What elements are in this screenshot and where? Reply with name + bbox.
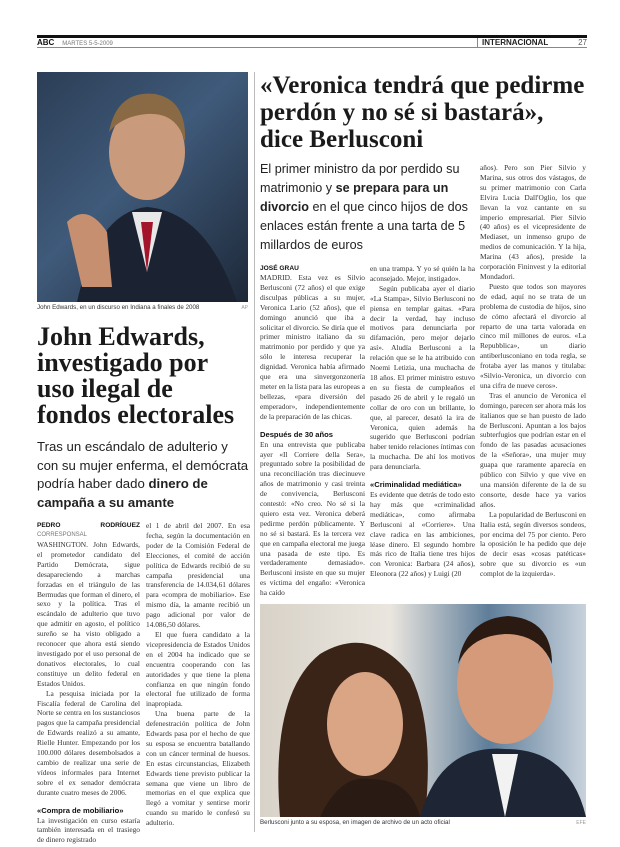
- column-divider: [254, 72, 255, 832]
- subhead-text: en el que cinco hijos de dos enlaces están frente a una tarta de 5 millardos de euros: [260, 200, 468, 252]
- page-number: 27: [578, 38, 587, 47]
- edwards-column-1: [37, 521, 140, 845]
- berlusconi-couple-image: [260, 604, 586, 817]
- edwards-photo-caption: [37, 304, 248, 312]
- edwards-article: [37, 72, 250, 845]
- paragraph: La investigación en curso estaría también interesada en el trasiego de dinero registrado: [37, 815, 140, 845]
- photo-credit: EFE: [576, 820, 586, 827]
- paragraph: El que fuera candidato a la vicepresidencia de Estados Unidos en el 2004 ha indicado que se encuentra cooperando con las autoridades y que tiene la plena confianza en que ningún fondo electoral fue utilizado de forma inapropiada.: [146, 629, 250, 709]
- berlusconi-column-2: [370, 264, 475, 579]
- paragraph: MADRID. Esta vez es Silvio Berlusconi (72 años) el que exige disculpas públicas a su mujer, Veronica Lario (52 años), que el domingo anunció que iba a solicitar el divorcio. Se diría que el primer ministro italiano da su matrimonio por perdido y que ya sólo le interesa recuperar la dignidad. Veronica había afirmado que era una sinvergonzonería meter en la lista para las europeas a bellezas, «para diversión del emperador», independientemente de la preparación de las chicas.: [260, 273, 365, 421]
- edwards-subhead: [37, 438, 250, 512]
- section-label: INTERNACIONAL: [477, 38, 567, 48]
- berlusconi-columns: [260, 264, 475, 598]
- intertitle: Después de 30 años: [260, 429, 334, 439]
- paragraph: Según publicaba ayer el diario «La Stampa», Silvio Berlusconi no piensa en templar gaitas. «Para decir la verdad, hay incluso motivos para denunciarla por difamación, pero mejor dejarlo así». Aludía Berlusconi a la relación que se le ha atribuido con Noemi Letizia, una muchacha de 18 años. El primer ministro estuvo en su fiesta de cumpleaños el pasado 26 de abril y le regaló un collar de oro con un brillante, lo que, al parecer, desató la ira de Veronica, quien además ha sugerido que Berlusconi podrían haber tenido relaciones íntimas con la muchacha. De ahí los motivos para denunciarla.: [370, 283, 475, 472]
- paragraph: Una buena parte de la defenestración política de John Edwards pasa por el hecho de que su esposa se encuentra batallando con un cáncer terminal de huesos. En estas circunstancias, Elizabeth Edwards tiene previsto publicar la semana que viene un libro de memorias en el que explica que llegó a vomitar y sentirse morir cuando su marido le confesó su adulterio.: [146, 709, 250, 828]
- caption-text: Berlusconi junto a su esposa, en imagen de archivo de un acto oficial: [260, 819, 450, 827]
- paragraph: Puesto que todos son mayores de edad, aquí no se trata de un problema de custodia de hijos, sino de cómo afectará el divorcio al reparto de una tarta valorada en cinco mil millones de euros. «La Repubblica», un diario antiberlusconiano en toda regla, se frotaba ayer las manos y titulaba: «Silvio-Veronica, un divorcio con una cifra de nueve ceros».: [480, 281, 586, 390]
- paragraph: en una trampa. Y yo sé quién la ha aconsejado. Mejor, instigado».: [370, 264, 475, 283]
- edwards-portrait-image: [37, 72, 248, 302]
- berlusconi-photo-caption: [260, 819, 586, 827]
- page-header: [37, 38, 587, 48]
- subhead-bold: dinero de campaña a su amante: [37, 476, 208, 510]
- issue-date: MARTES 5-5-2009: [62, 41, 113, 47]
- paragraph: años). Pero son Pier Silvio y Marina, sus otros dos vástagos, de su primer matrimonio con Carla Elvira Lucia Dall'Oglio, los que llevan la voz cantante en su imperio empresarial. Pier Silvio (40 años) es el vicepresidente de Mediaset, un inmenso grupo de medios de comunicación. Y la hija, Marina (43 años), preside la corporación Fininvest y la editorial Mondadori.: [480, 163, 586, 281]
- paragraph: el 1 de abril del 2007. En esa fecha, según la documentación en poder de la Comisión Federal de Elecciones, el comité de acción política de Edwards recibió de su campaña presidencial una transferencia de 14.034,61 dólares para «compra de mobiliario». Ese mismo día, la amante recibió un pago adicional por valor de 14.086,50 dólares.: [146, 521, 250, 630]
- berlusconi-article: [260, 72, 586, 827]
- intertitle: «Criminalidad mediática»: [370, 480, 462, 490]
- edwards-photo: [37, 72, 248, 302]
- subhead-text: Tras un escándalo de adulterio y con su mujer enferma, el demócrata podría haber dado: [37, 439, 249, 491]
- brand-logo: ABC: [37, 38, 55, 47]
- edwards-column-2: [146, 521, 250, 828]
- paragraph: Es evidente que detrás de todo esto hay más que «criminalidad mediática», como afirmaba Berlusconi al «Corriere». Una clave radica en las ambiciones, léase dinero. El segundo hombre más rico de Italia tiene tres hijos con Veronica: Barbara (24 años), Eleonora (22 años) y Luigi (20: [370, 490, 475, 579]
- paragraph: Tras el anuncio de Veronica el domingo, parecen ser ahora más los italianos que se han puesto de lado de Berlusconi. Apuntan a los bajos subterfugios que podrían estar en el fondo de las pasadas acusaciones de la «Señora», una mujer muy guapa que raramente aparecía en público con Silvio y que vive en una mansión diferente de la de su consorte, desde hace ya varios años.: [480, 390, 586, 509]
- paragraph: WASHINGTON. John Edwards, el prometedor candidato del Partido Demócrata, sigue desapareciendo a marchas forzadas en el triángulo de las Bermudas que forman el dinero, el sexo y la política. Tras el escándalo de adulterio que tuvo que admitir en agosto, el político sureño se ha visto obligado a reconocer que ahora está siendo investigado por el uso personal de donativos electorales, lo cual constituye un delito federal en Estados Unidos.: [37, 540, 140, 688]
- intertitle: «Compra de mobiliario»: [37, 805, 124, 815]
- photo-credit: AP: [241, 305, 248, 311]
- paragraph: La popularidad de Berlusconi en Italia está, según diversos sondeos, por encima del 75 por ciento. Pero la oposición le ha pedido que deje de decir esas «cosas patéticas» sobre que su divorcio es «un complot de la izquierda».: [480, 509, 586, 579]
- paragraph: En una entrevista que publicaba ayer «Il Corriere della Sera», preguntado sobre la posibilidad de una reconciliación tras diecinueve años de matrimonio y casi treinta de convivencia, Berlusconi contestó: «No creo. No sé si la quiero esta vez. Veronica deberá pedirme perdón públicamente. Y no sé si bastará. Es la tercera vez que en campaña electoral me juega una pasada de este tipo. Es verdaderamente demasiado». Berlusconi insiste en que su mujer es víctima del engaño: «Veronica ha caído: [260, 439, 365, 598]
- edwards-columns: [37, 521, 250, 845]
- berlusconi-column-1: [260, 264, 365, 598]
- byline-role: CORRESPONSAL: [37, 532, 88, 538]
- byline-name: PEDRO RODRÍGUEZ: [37, 522, 140, 529]
- berlusconi-column-3: [480, 160, 586, 579]
- berlusconi-headline: «Veronica tendrá que pedirme perdón y no sé si bastará», dice Berlusconi: [260, 72, 585, 153]
- byline: [37, 521, 140, 540]
- subhead-bold: se prepara para un divorcio: [260, 181, 449, 214]
- edwards-headline: John Edwards, investigado por uso ilegal de fondos electorales: [37, 322, 235, 429]
- subhead-text: El primer ministro da por perdido su matrimonio y: [260, 162, 460, 195]
- berlusconi-subhead: [260, 160, 475, 255]
- berlusconi-left-block: [260, 160, 475, 598]
- berlusconi-photo: [260, 604, 586, 817]
- berlusconi-body: [260, 160, 586, 598]
- caption-text: John Edwards, en un discurso en Indiana a finales de 2008: [37, 304, 200, 311]
- byline: JOSÉ GRAU: [260, 265, 299, 272]
- paragraph: La pesquisa iniciada por la Fiscalía federal de Carolina del Norte se centra en los sustanciosos pagos que la campaña presidencial de Edwards realizó a su amante, Rielle Hunter. Empezando por los 100.000 dólares desembolsados a cambio de realizar una serie de vídeos informales para Internet sobre el ex senador demócrata durante cuatro meses de 2006.: [37, 688, 140, 797]
